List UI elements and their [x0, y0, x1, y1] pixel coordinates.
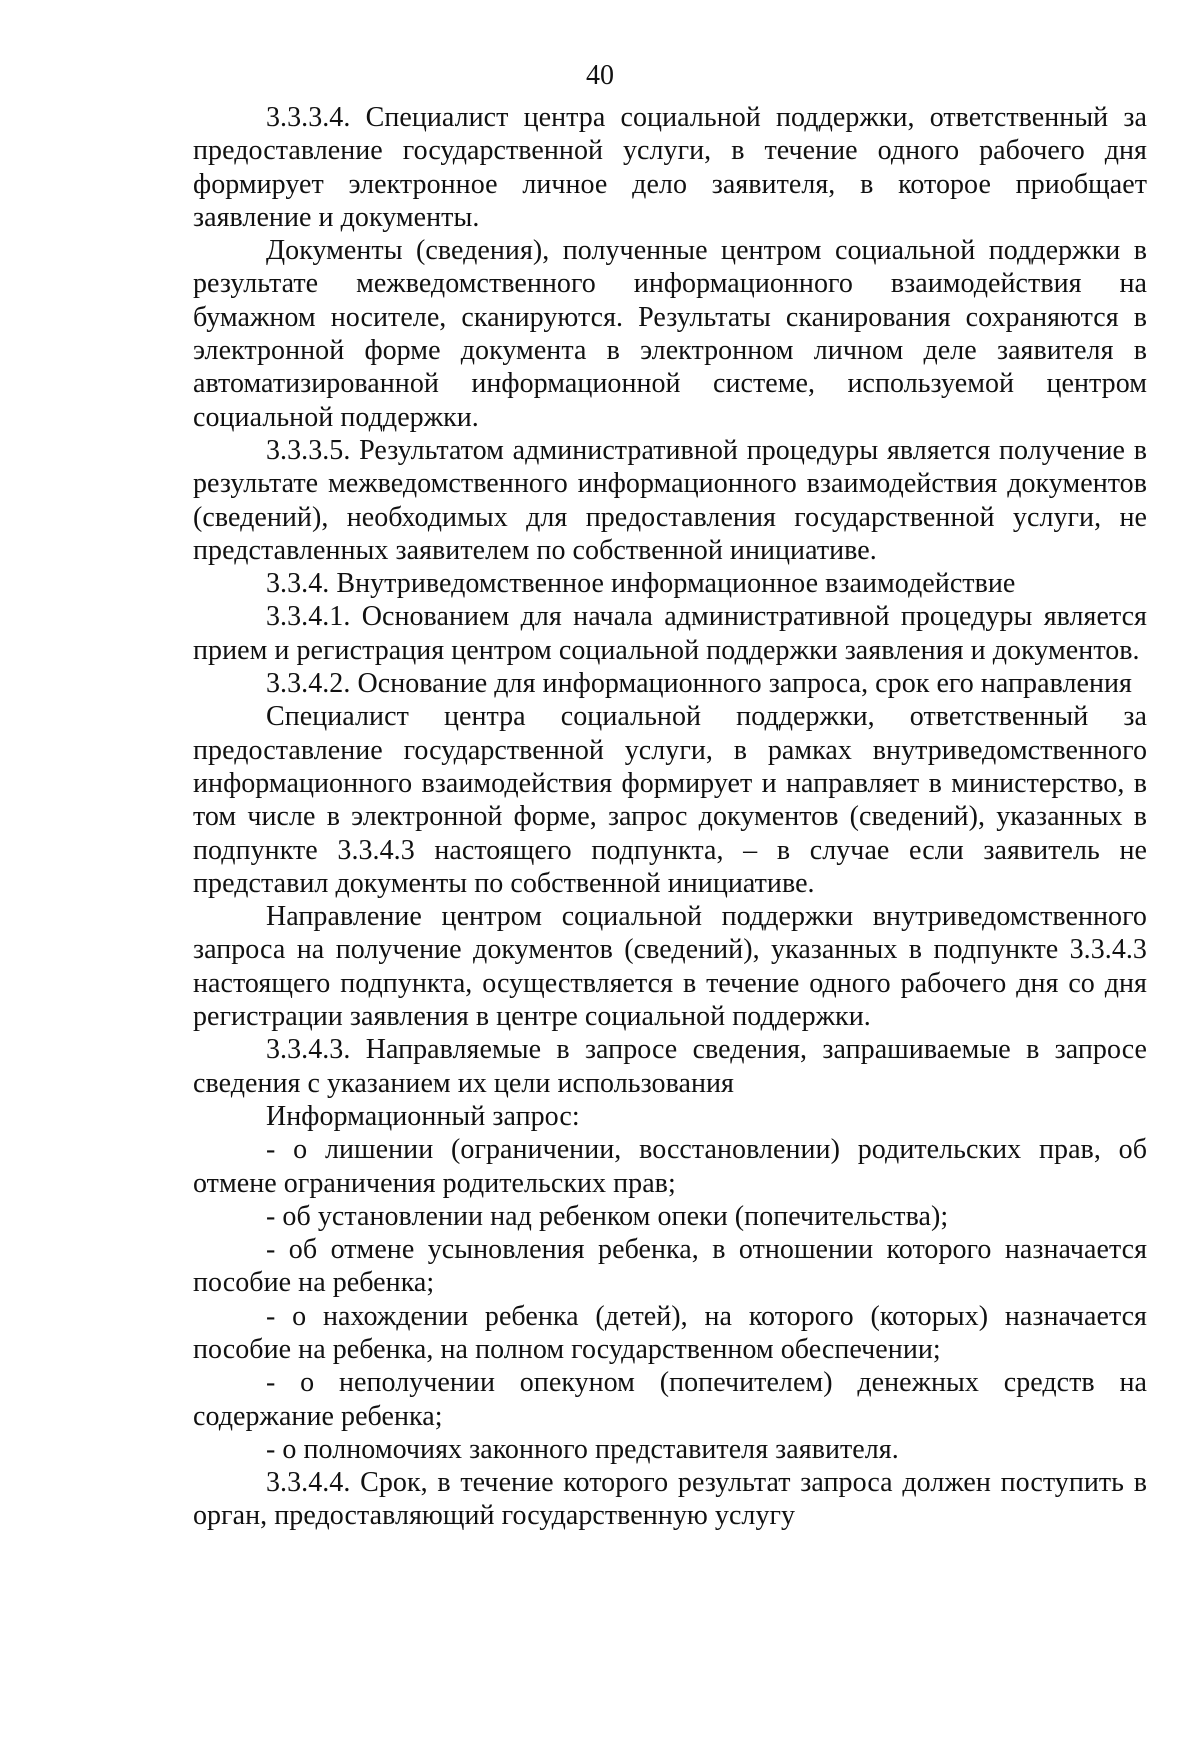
paragraph-3-3-3-4: 3.3.3.4. Специалист центра социальной поддержки, ответственный за предоставление государственной услуги, в течение одного рабочего дня формирует электронное личное дело заявителя, в которое приобщает заявление и документы.	[193, 102, 1147, 233]
paragraph-3-3-4-2: 3.3.4.2. Основание для информационного запроса, срок его направления	[266, 668, 1132, 700]
document-body	[193, 101, 1147, 1533]
list-item-guardianship: - об установлении над ребенком опеки (попечительства);	[266, 1200, 949, 1232]
list-item-legal-representative: - о полномочиях законного представителя заявителя.	[266, 1433, 899, 1465]
paragraph-3-3-4-1: 3.3.4.1. Основанием для начала административной процедуры является прием и регистрация центром социальной поддержки заявления и документов.	[193, 601, 1147, 666]
section-heading-3-3-4: 3.3.4. Внутриведомственное информационное взаимодействие	[266, 568, 1016, 600]
paragraph-request-timing: Направление центром социальной поддержки внутриведомственного запроса на получение документов (сведений), указанных в подпункте 3.3.4.3 настоящего подпункта, осуществляется в течение одного рабочего дня со дня регистрации заявления в центре социальной поддержки.	[193, 901, 1147, 1033]
paragraph-scanning-results: Документы (сведения), полученные центром социальной поддержки в результате межведомственного информационного взаимодействия на бумажном носителе, сканируются. Результаты сканирования сохраняются в электронной форме документа в электронном личном деле заявителя в автоматизированной информационной системе, используемой центром социальной поддержки.	[193, 235, 1147, 433]
list-item-parental-rights: - о лишении (ограничении, восстановлении) родительских прав, об отмене ограничения родительских прав;	[193, 1134, 1147, 1199]
list-item-guardian-funds: - о неполучении опекуном (попечителем) денежных средств на содержание ребенка;	[193, 1367, 1147, 1432]
list-item-adoption-cancellation: - об отмене усыновления ребенка, в отношении которого назначается пособие на ребенка;	[193, 1234, 1147, 1299]
paragraph-3-3-4-3: 3.3.4.3. Направляемые в запросе сведения, запрашиваемые в запросе сведения с указанием их цели использования	[193, 1034, 1147, 1099]
paragraph-3-3-3-5: 3.3.3.5. Результатом административной процедуры является получение в результате межведомственного информационного взаимодействия документов (сведений), необходимых для предоставления государственной услуги, не представленных заявителем по собственной инициативе.	[193, 434, 1147, 566]
paragraph-specialist-request: Специалист центра социальной поддержки, ответственный за предоставление государственной услуги, в рамках внутриведомственного информационного взаимодействия формирует и направляет в министерство, в том числе в электронной форме, запрос документов (сведений), указанных в подпункте 3.3.4.3 настоящего подпункта, – в случае если заявитель не представил документы по собственной инициативе.	[193, 701, 1147, 899]
list-item-state-support: - о нахождении ребенка (детей), на которого (которых) назначается пособие на ребенка, на полном государственном обеспечении;	[193, 1300, 1147, 1365]
page-number: 40	[586, 60, 614, 91]
paragraph-3-3-4-4: 3.3.4.4. Срок, в течение которого результат запроса должен поступить в орган, предоставляющий государственную услугу	[193, 1467, 1147, 1532]
paragraph-info-request-label: Информационный запрос:	[266, 1100, 580, 1132]
